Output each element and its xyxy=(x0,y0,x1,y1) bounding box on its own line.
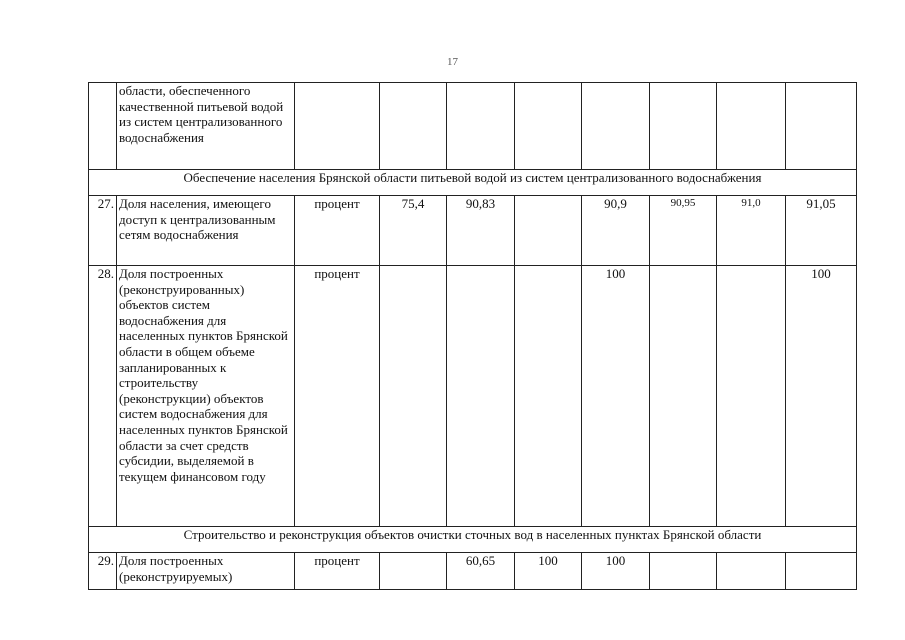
value-cell xyxy=(582,83,650,170)
section-row-water-supply xyxy=(89,170,857,196)
value-cell: 91,05 xyxy=(786,196,857,266)
value-cell: 90,9 xyxy=(582,196,650,266)
value-cell: 91,0 xyxy=(717,196,786,266)
table-row-29 xyxy=(89,553,857,590)
row-number: 29. xyxy=(89,553,117,590)
value-cell: 100 xyxy=(515,553,582,590)
unit-cell xyxy=(295,83,380,170)
value-cell: 75,4 xyxy=(380,196,447,266)
table-row-27 xyxy=(89,196,857,266)
value-cell xyxy=(380,266,447,527)
value-cell xyxy=(515,83,582,170)
value-cell xyxy=(515,266,582,527)
unit-cell: процент xyxy=(295,266,380,527)
value-cell xyxy=(786,83,857,170)
indicators-table xyxy=(88,82,857,590)
indicator-description: Доля построенных (реконструируемых) xyxy=(117,553,295,590)
value-cell xyxy=(717,83,786,170)
table-row-28 xyxy=(89,266,857,527)
value-cell xyxy=(650,553,717,590)
value-cell xyxy=(786,553,857,590)
unit-cell: процент xyxy=(295,196,380,266)
section-title: Строительство и реконструкция объектов очистки сточных вод в населенных пунктах Брянской области xyxy=(89,527,857,553)
page-number: 17 xyxy=(447,56,458,68)
value-cell: 90,95 xyxy=(650,196,717,266)
value-cell xyxy=(717,266,786,527)
value-cell xyxy=(717,553,786,590)
value-cell: 100 xyxy=(786,266,857,527)
row-number xyxy=(89,83,117,170)
row-number: 28. xyxy=(89,266,117,527)
value-cell xyxy=(650,266,717,527)
table-row-continuation xyxy=(89,83,857,170)
indicator-description: области, обеспеченного качественной питьевой водой из систем централизованного водоснабжения xyxy=(117,83,295,170)
section-title: Обеспечение населения Брянской области питьевой водой из систем централизованного водоснабжения xyxy=(89,170,857,196)
indicator-description: Доля населения, имеющего доступ к централизованным сетям водоснабжения xyxy=(117,196,295,266)
row-number: 27. xyxy=(89,196,117,266)
value-cell: 90,83 xyxy=(447,196,515,266)
indicator-description: Доля построенных (реконструированных) объектов систем водоснабжения для населенных пунктов Брянской области в общем объеме запланированных к строительству (реконструкции) объектов систем водоснабжения для населенных пунктов Брянской области за счет средств субсидии, выделяемой в текущем финансовом году xyxy=(117,266,295,527)
value-cell: 100 xyxy=(582,266,650,527)
value-cell xyxy=(380,553,447,590)
value-cell: 100 xyxy=(582,553,650,590)
value-cell xyxy=(447,266,515,527)
value-cell xyxy=(650,83,717,170)
value-cell xyxy=(447,83,515,170)
value-cell: 60,65 xyxy=(447,553,515,590)
value-cell xyxy=(515,196,582,266)
section-row-wastewater xyxy=(89,527,857,553)
unit-cell: процент xyxy=(295,553,380,590)
value-cell xyxy=(380,83,447,170)
